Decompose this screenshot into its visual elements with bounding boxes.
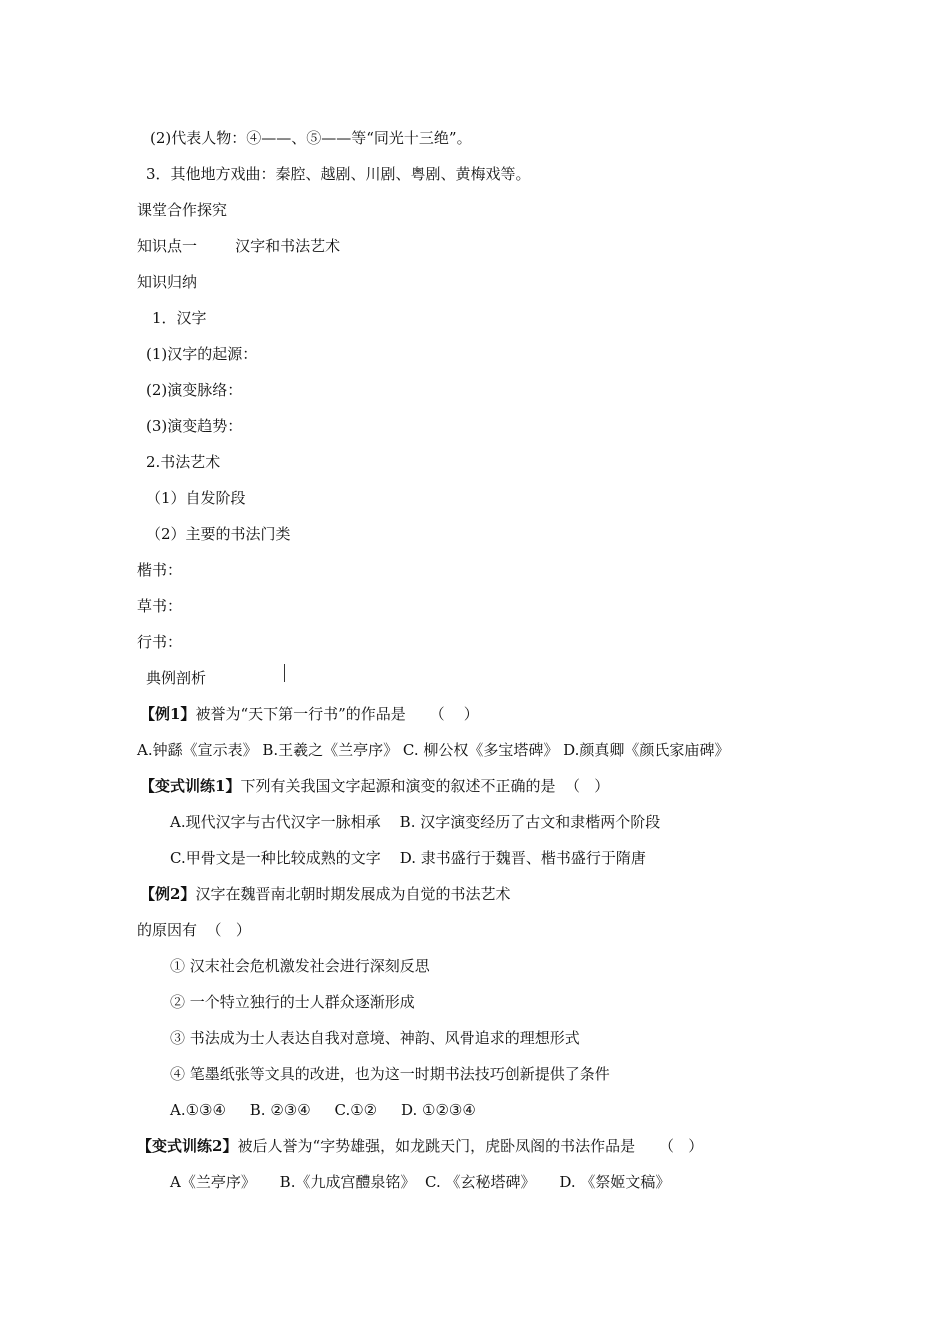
example-1-text: 被誉为“天下第一行书”的作品是 （ ） (195, 705, 479, 723)
regular-script-line: 楷书： (137, 561, 183, 579)
example-2-statement-3: ③ 书法成为士人表达自我对意境、神韵、风骨追求的理想形式 (170, 1029, 580, 1047)
example-1-options: A.钟繇《宣示表》 B.王羲之《兰亭序》 C. 柳公权《多宝塔碑》 D.颜真卿《颜氏家庙碑》 (137, 741, 730, 759)
variant-training-1-options-ab: A.现代汉字与古代汉字一脉相承 B. 汉字演变经历了古文和隶楷两个阶段 (170, 813, 661, 831)
example-2-statement-2: ② 一个特立独行的士人群众逐渐形成 (170, 993, 415, 1011)
evolution-context-line: (2)演变脉络： (146, 381, 243, 399)
variant-training-2-options: A《兰亭序》 B.《九成宫醴泉铭》 C. 《玄秘塔碑》 D. 《祭姬文稿》 (170, 1173, 671, 1191)
example-1-tag: 【例1】 (140, 705, 196, 723)
text-cursor (284, 664, 285, 682)
example-2-question (140, 884, 510, 904)
spontaneous-stage-line: （1）自发阶段 (146, 489, 246, 507)
evolution-trend-line: (3)演变趋势： (146, 417, 243, 435)
example-1-question (140, 704, 479, 724)
cursive-script-line: 草书： (137, 597, 183, 615)
variant-training-2-question (137, 1136, 703, 1156)
knowledge-point-one-heading: 知识点一 汉字和书法艺术 (137, 237, 341, 255)
variant-training-2-tag: 【变式训练2】 (137, 1137, 238, 1155)
example-2-text: 汉字在魏晋南北朝时期发展成为自觉的书法艺术 (195, 885, 511, 903)
variant-training-1-question (140, 776, 609, 796)
running-script-line: 行书： (137, 633, 183, 651)
variant-training-1-tag: 【变式训练1】 (140, 777, 241, 795)
example-2-tag: 【例2】 (140, 885, 196, 903)
chinese-characters-heading: 1．汉字 (152, 309, 207, 327)
local-opera-line: 3．其他地方戏曲：秦腔、越剧、川剧、粤剧、黄梅戏等。 (146, 165, 531, 183)
knowledge-summary-heading: 知识归纳 (137, 273, 198, 291)
example-2-question-continued: 的原因有 （ ） (137, 921, 251, 939)
section-heading-cooperative-inquiry: 课堂合作探究 (137, 201, 228, 219)
example-analysis-heading: 典例剖析 (146, 669, 207, 687)
example-2-statement-4: ④ 笔墨纸张等文具的改进，也为这一时期书法技巧创新提供了条件 (170, 1065, 610, 1083)
representative-figures-line: (2)代表人物：④——、⑤——等“同光十三绝”。 (150, 129, 472, 147)
calligraphy-art-heading: 2.书法艺术 (146, 453, 221, 471)
example-2-statement-1: ① 汉末社会危机激发社会进行深刻反思 (170, 957, 430, 975)
origin-of-characters-line: (1)汉字的起源： (146, 345, 258, 363)
calligraphy-categories-line: （2）主要的书法门类 (146, 525, 291, 543)
variant-training-1-options-cd: C.甲骨文是一种比较成熟的文字 D. 隶书盛行于魏晋、楷书盛行于隋唐 (170, 849, 646, 867)
variant-training-2-text: 被后人誉为“字势雄强，如龙跳天门，虎卧凤阁的书法作品是 （ ） (237, 1137, 704, 1155)
example-2-options: A.①③④ B. ②③④ C.①② D. ①②③④ (170, 1101, 476, 1119)
variant-training-1-text: 下列有关我国文字起源和演变的叙述不正确的是 （ ） (240, 777, 610, 795)
